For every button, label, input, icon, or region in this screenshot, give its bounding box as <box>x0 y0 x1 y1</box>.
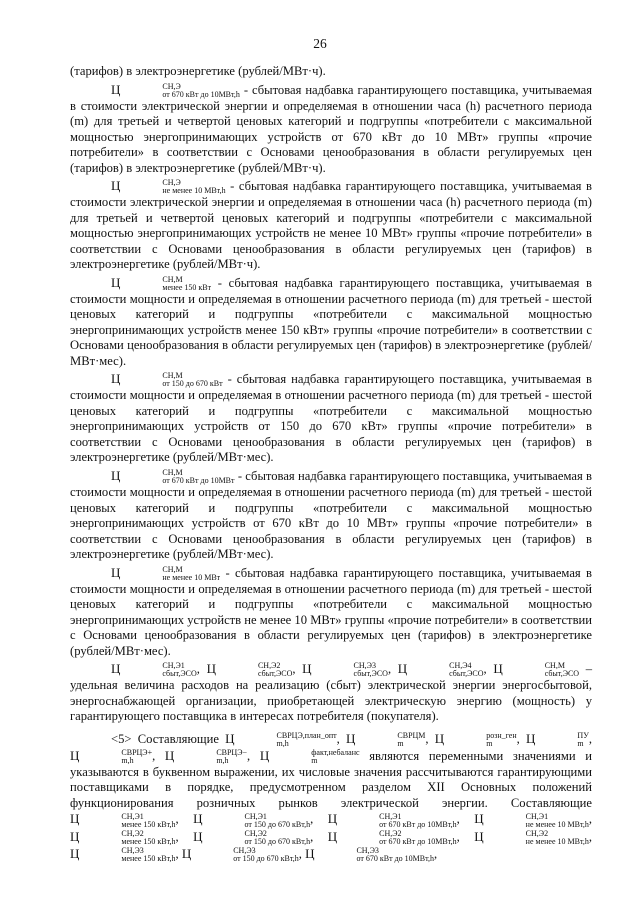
formula-symbol: Ц СН,М сбыт,ЭСО <box>493 661 580 679</box>
formula-symbol: Ц СН,Э3 менее 150 кВт,h <box>70 845 176 863</box>
formula-symbol: Ц ПУ m <box>526 730 589 748</box>
intro-line: (тарифов) в электроэнергетике (рублей/МВт·ч). <box>70 64 326 78</box>
document-body <box>70 64 592 865</box>
sbyt-paragraph: Ц СН,Э1 сбыт,ЭСО , Ц СН,Э2 сбыт,ЭСО , Ц СН,Э3 сбыт,ЭСО , Ц СН,Э4 сбыт,ЭСО , Ц СН,М сбыт,ЭСО – удельная величина расходов на реализацию (сбыт) электрической энергии энергосбытовой, энергоснабжающей организации, приобретающей электрическую энергию (мощность) у гарантирующего поставщика в интересах потребителя (покупателя). <box>70 661 593 724</box>
note-lead: Составляющие <box>137 731 219 746</box>
definition-paragraph <box>70 565 592 660</box>
formula-symbol: Ц СН,М не менее 10 МВт <box>111 564 221 582</box>
formula-symbol: Ц СН,Э1 от 150 до 670 кВт,h <box>193 811 311 829</box>
formula-symbol: Ц розн_ген m <box>434 730 517 748</box>
note-marker: <5> <box>111 731 132 746</box>
definition-text: - сбытовая надбавка гарантирующего поставщика, учитываемая в стоимости мощности и определяемая в отношении расчетного периода (m) для третьей - шестой ценовых категорий и подгруппы «потребители с максимальной мощностью энергопринимающих устройств от 670 кВт до 10 МВт» группы «прочие потребители» в соответствии с Основами ценообразования в области регулируемых цен (тарифов) в электроэнергетике (рублей/МВт·мес). <box>70 468 592 562</box>
definition-text: - сбытовая надбавка гарантирующего поставщика, учитываемая в стоимости мощности и определяемая в отношении расчетного периода (m) для третьей - шестой ценовых категорий и подгруппы «потребители с максимальной мощностью энергопринимающих устройств менее 150 кВт» группы «прочие потребители» в соответствии с Основами ценообразования в области регулируемых цен (тарифов) в электроэнергетике (рублей/МВт·мес). <box>70 275 592 368</box>
definition-text: - сбытовая надбавка гарантирующего поставщика, учитываемая в стоимости мощности и определяемая в отношении расчетного периода (m) для третьей - шестой ценовых категорий и подгруппы «потребители с максимальной мощностью энергопринимающих устройств от 150 до 670 кВт» группы «прочие потребители» в соответствии с Основами ценообразования в области регулируемых цен (тарифов) в электроэнергетике (рублей/МВт·мес). <box>70 372 592 465</box>
note-5-paragraph: <5> Составляющие Ц СВРЦЭ,план_опт m,h , Ц СВРЦМ m , Ц розн_ген m , Ц ПУ m , Ц СВРЦЭ+ m,h , Ц СВРЦЭ− m,h , Ц факт,небаланс m являются переменными значениями и указываются в буквенном выражении, их числовые значения рассчитываются гарантирующими поставщиками в порядке, предусмотренном разделом XII Основных положений функционирования розничных рынков электрической энергии. Составляющие Ц СН,Э1 менее 150 кВт,h , Ц СН,Э1 от 150 до 670 кВт,h , Ц СН,Э1 от 670 кВт до 10МВт,h , Ц СН,Э1 не менее 10 МВт,h , Ц СН,Э2 менее 150 кВт,h , Ц СН,Э2 от 150 до 670 кВт,h , Ц СН,Э2 от 670 кВт до 10МВт,h , Ц СН,Э2 не менее 10 МВт,h , Ц СН,Э3 менее 150 кВт,h , Ц СН,Э3 от 150 до 670 кВт,h , Ц СН,Э3 от 670 кВт до 10МВт,h , <box>70 730 593 863</box>
definition-paragraph <box>70 468 592 563</box>
formula-symbol: Ц СН,Э не менее 10 МВт,h <box>111 178 226 196</box>
formula-symbol: Ц СН,Э3 от 670 кВт до 10МВт,h <box>305 845 434 863</box>
formula-symbol: Ц СВРЦЭ− m,h <box>164 747 248 765</box>
formula-symbol: Ц СН,Э2 сбыт,ЭСО <box>206 661 293 679</box>
formula-symbol: Ц СН,Э1 менее 150 кВт,h <box>70 811 176 829</box>
page-number: 26 <box>313 36 327 51</box>
definition-text: - сбытовая надбавка гарантирующего поставщика, учитываемая в стоимости электрической энергии и определяемая в отношении часа (h) расчетного периода (m) для третьей и четвертой ценовых категорий и подгруппы «потребители с максимальной мощностью энергопринимающих устройств от 670 кВт до 10 МВт» группы «прочие потребители» в соответствии с Основами ценообразования в области регулируемых цен (тарифов) в электроэнергетике (рублей/МВт·ч). <box>70 82 592 175</box>
definition-text: - сбытовая надбавка гарантирующего поставщика, учитываемая в стоимости электрической энергии и определяемая в отношении часа (h) расчетного периода (m) для третьей и четвертой ценовых категорий и подгруппы «потребители с максимальной мощностью энергопринимающих устройств не менее 10 МВт» группы «прочие потребители» в соответствии с Основами ценообразования в области регулируемых цен (тарифов) в электроэнергетике (рублей/МВт·ч). <box>70 179 592 272</box>
definition-text: - сбытовая надбавка гарантирующего поставщика, учитываемая в стоимости мощности и определяемая в отношении расчетного периода (m) для третьей - шестой ценовых категорий и подгруппы «потребители с максимальной мощностью энергопринимающих устройств не менее 10 МВт» группы «прочие потребители» в соответствии с Основами ценообразования в области регулируемых цен (тарифов) в электроэнергетике (рублей/МВт·мес). <box>70 565 592 658</box>
formula-symbol: Ц СВРЦЭ+ m,h <box>70 747 153 765</box>
sbyt-text: – удельная величина расходов на реализацию (сбыт) электрической энергии энергосбытовой, энергоснабжающей организации, приобретающей электрическую энергию (мощность) у гарантирующего поставщика в интересах потребителя (покупателя). <box>70 662 593 724</box>
formula-symbol: Ц СН,Э3 от 150 до 670 кВт,h <box>181 845 299 863</box>
formula-symbol: Ц СН,Э2 от 670 кВт до 10МВт,h <box>327 828 457 846</box>
formula-symbol: Ц СН,Э2 от 150 до 670 кВт,h <box>193 828 311 846</box>
formula-symbol: Ц СН,М от 150 до 670 кВт <box>111 371 223 389</box>
formula-symbol: Ц СН,Э3 сбыт,ЭСО <box>302 661 388 679</box>
formula-symbol: Ц СН,Э4 сбыт,ЭСО <box>397 661 484 679</box>
definition-paragraph <box>70 178 592 273</box>
formula-symbol: Ц СН,Э2 менее 150 кВт,h <box>70 828 176 846</box>
formula-symbol: Ц СН,Э1 не менее 10 МВт,h <box>474 811 589 829</box>
note-text: являются переменными значениями и указываются в буквенном выражении, их числовые значения рассчитываются гарантирующими поставщиками в порядке, предусмотренном разделом XII Основных положений функционирования розничных рынков электрической энергии. Составляющие <box>70 748 593 810</box>
formula-symbol: Ц СН,Э1 сбыт,ЭСО <box>111 661 197 679</box>
formula-symbol: Ц СВРЦЭ,план_опт m,h <box>225 730 337 748</box>
definition-paragraph <box>70 371 592 466</box>
formula-symbol: Ц СН,М от 670 кВт до 10МВт <box>111 467 235 486</box>
formula-symbol: Ц СН,М менее 150 кВт <box>111 274 212 292</box>
formula-symbol: Ц СН,Э1 от 670 кВт до 10МВт,h <box>327 811 457 829</box>
definition-paragraph <box>70 275 592 370</box>
formula-symbol: Ц СН,Э2 не менее 10 МВт,h <box>474 828 589 846</box>
formula-symbol: Ц факт,небаланс m <box>259 747 360 765</box>
definition-paragraph <box>70 82 592 177</box>
definitions-list <box>70 82 592 660</box>
formula-symbol: Ц СВРЦМ m <box>346 730 426 748</box>
formula-symbol: Ц СН,Э от 670 кВт до 10МВт,h <box>111 81 240 99</box>
